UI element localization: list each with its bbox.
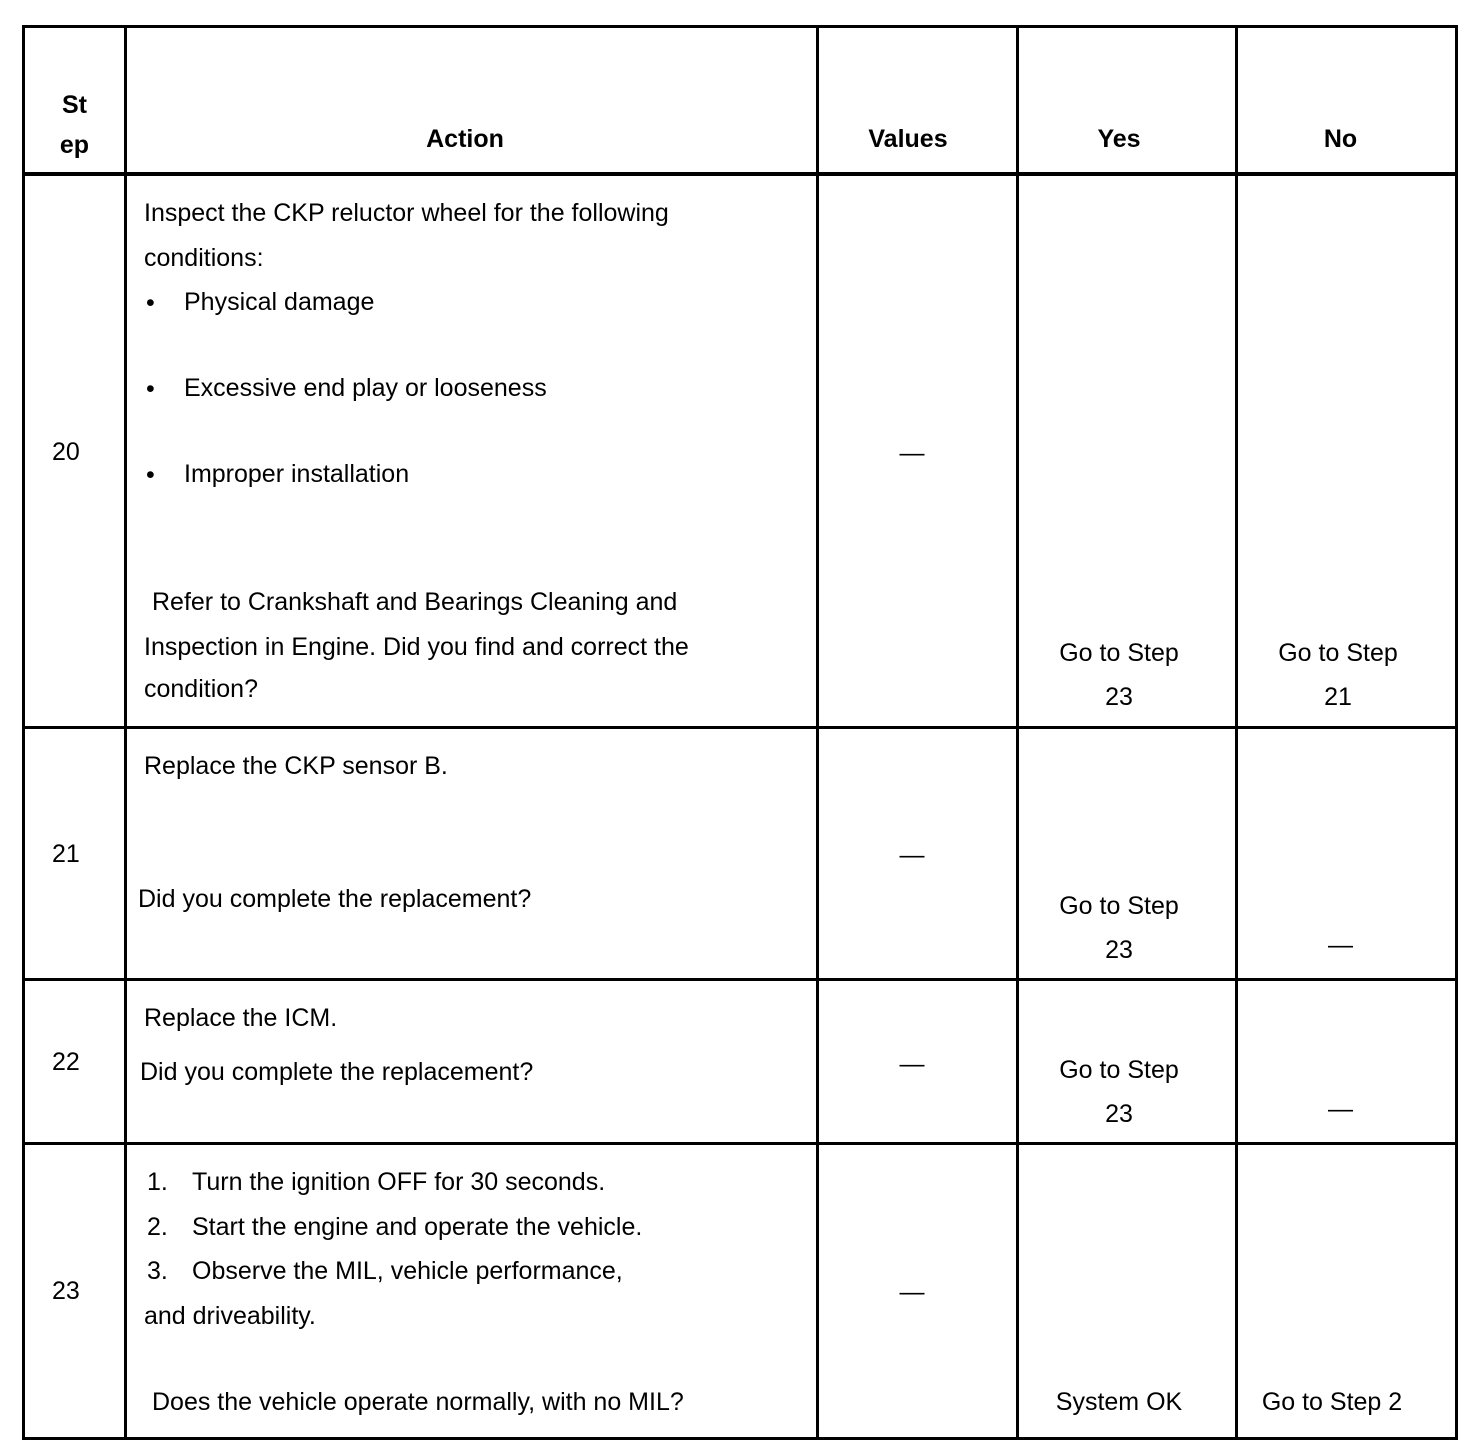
values-cell: — bbox=[899, 439, 925, 467]
action-text: Replace the CKP sensor B. bbox=[144, 752, 448, 780]
action-text: Refer to Crankshaft and Bearings Cleaning and bbox=[152, 588, 678, 616]
header-values: Values bbox=[868, 125, 948, 153]
no-cell: Go to Step 2 bbox=[1261, 1388, 1403, 1416]
column-divider bbox=[1016, 25, 1019, 1440]
no-cell: Go to Step 21 bbox=[1278, 639, 1398, 711]
table-border-bottom bbox=[22, 1437, 1458, 1440]
action-text: condition? bbox=[144, 675, 258, 703]
step-number: 22 bbox=[52, 1048, 80, 1076]
action-text: Did you complete the replacement? bbox=[138, 885, 532, 913]
yes-cell: Go to Step 23 bbox=[1059, 892, 1179, 964]
action-text: conditions: bbox=[144, 244, 264, 272]
step-number: 21 bbox=[52, 840, 80, 868]
values-cell: — bbox=[899, 841, 925, 869]
row-divider bbox=[22, 1142, 1458, 1145]
header-action: Action bbox=[426, 125, 504, 153]
bullet-icon: • bbox=[146, 375, 155, 403]
action-text: Does the vehicle operate normally, with no MIL? bbox=[152, 1388, 684, 1416]
step-number: 20 bbox=[52, 438, 80, 466]
yes-cell: System OK bbox=[1055, 1388, 1183, 1416]
header-divider bbox=[22, 172, 1458, 176]
action-text: Replace the ICM. bbox=[144, 1004, 338, 1032]
bullet-text: Excessive end play or looseness bbox=[184, 374, 547, 402]
action-text: Did you complete the replacement? bbox=[140, 1058, 534, 1086]
action-text: Inspection in Engine. Did you find and correct the bbox=[144, 633, 689, 661]
header-step: St ep bbox=[59, 91, 90, 159]
step-number: 23 bbox=[52, 1277, 80, 1305]
yes-cell: Go to Step 23 bbox=[1059, 1056, 1179, 1128]
column-divider bbox=[124, 25, 127, 1440]
list-number: 2. bbox=[147, 1213, 168, 1241]
list-number: 1. bbox=[147, 1168, 168, 1196]
bullet-icon: • bbox=[146, 289, 155, 317]
yes-cell: Go to Step 23 bbox=[1059, 639, 1179, 711]
values-cell: — bbox=[899, 1278, 925, 1306]
table-border-top bbox=[22, 25, 1458, 28]
list-item: Turn the ignition OFF for 30 seconds. bbox=[192, 1168, 606, 1196]
list-item: Start the engine and operate the vehicle. bbox=[192, 1213, 643, 1241]
no-cell: — bbox=[1328, 931, 1353, 959]
action-text: Inspect the CKP reluctor wheel for the following bbox=[144, 199, 669, 227]
column-divider bbox=[1235, 25, 1238, 1440]
no-cell: — bbox=[1328, 1095, 1353, 1123]
bullet-icon: • bbox=[146, 461, 155, 489]
table-border-right bbox=[1455, 25, 1458, 1440]
column-divider bbox=[816, 25, 819, 1440]
list-number: 3. bbox=[147, 1257, 168, 1285]
bullet-text: Improper installation bbox=[184, 460, 410, 488]
action-text: and driveability. bbox=[144, 1302, 316, 1330]
list-item: Observe the MIL, vehicle performance, bbox=[192, 1257, 623, 1285]
row-divider bbox=[22, 978, 1458, 981]
table-border-left bbox=[22, 25, 25, 1440]
values-cell: — bbox=[899, 1050, 925, 1078]
row-divider bbox=[22, 726, 1458, 729]
header-no: No bbox=[1323, 125, 1358, 153]
bullet-text: Physical damage bbox=[184, 288, 375, 316]
header-yes: Yes bbox=[1097, 125, 1141, 153]
